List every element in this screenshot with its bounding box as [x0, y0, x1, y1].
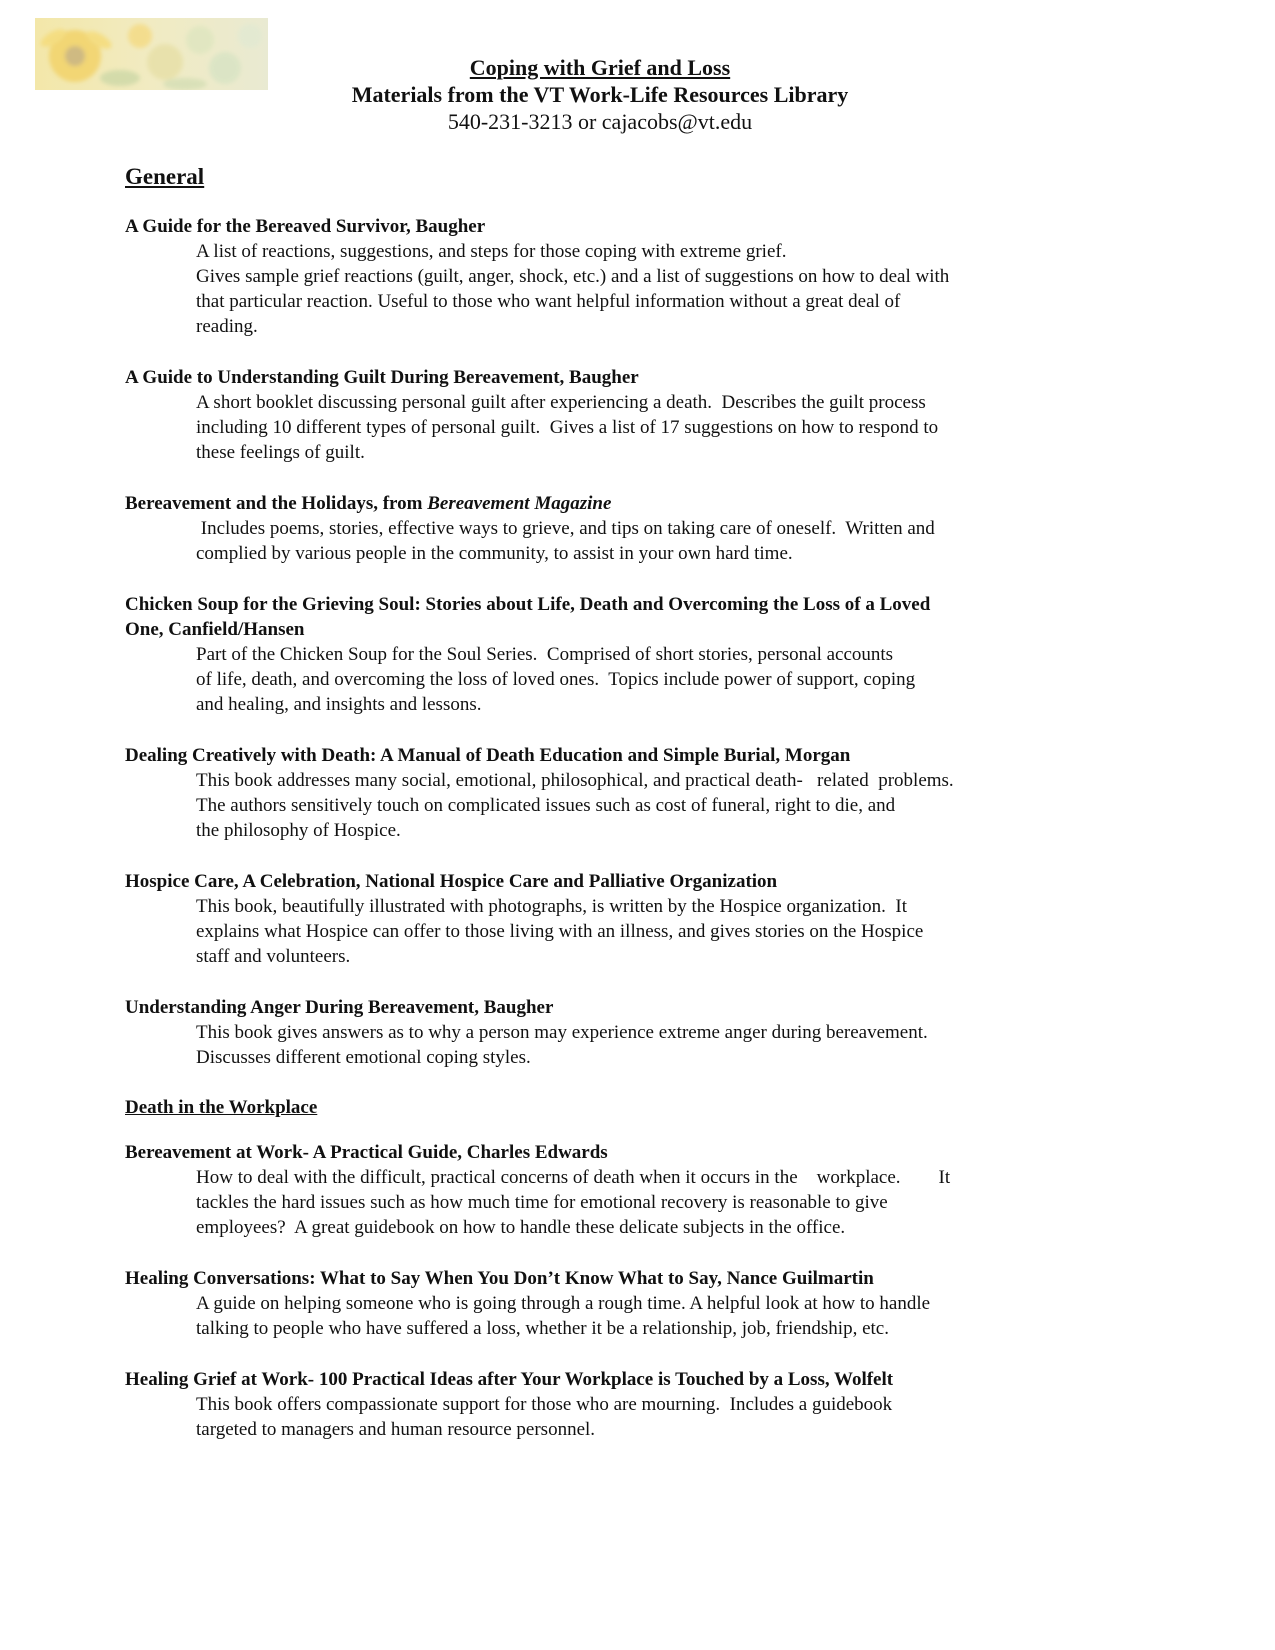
description-line: This book gives answers as to why a person may experience extreme anger during bereavement.: [196, 1022, 928, 1043]
resource-title-line: One, Canfield/Hansen: [125, 619, 305, 640]
document-body: [125, 162, 1205, 1468]
resource-title: Hospice Care, A Celebration, National Hospice Care and Palliative Organization: [125, 871, 778, 892]
description-line: that particular reaction. Useful to those who want helpful information without a great deal of: [196, 291, 901, 312]
description-line: Gives sample grief reactions (guilt, anger, shock, etc.) and a list of suggestions on how to deal with: [196, 266, 950, 287]
description-line: The authors sensitively touch on complicated issues such as cost of funeral, right to die, and: [196, 795, 896, 816]
resource-title: [125, 491, 1205, 516]
description-line: of life, death, and overcoming the loss of loved ones. Topics include power of support, coping: [196, 669, 916, 690]
document-title: Coping with Grief and Loss: [469, 55, 731, 80]
description-line: This book addresses many social, emotional, philosophical, and practical death- related problems.: [196, 770, 954, 791]
resource-entry: [125, 491, 1205, 566]
description-line: Discusses different emotional coping styles.: [196, 1047, 531, 1068]
resource-entry: [125, 1266, 1205, 1341]
resource-entry: [125, 1367, 1205, 1442]
description-line: Part of the Chicken Soup for the Soul Series. Comprised of short stories, personal accounts: [196, 644, 894, 665]
resource-title-line: Chicken Soup for the Grieving Soul: Stories about Life, Death and Overcoming the Loss of a Loved: [125, 594, 931, 615]
resource-description: [196, 642, 1076, 717]
resource-description: [196, 516, 1076, 566]
description-line: targeted to managers and human resource personnel.: [196, 1419, 596, 1440]
document-subtitle: Materials from the VT Work-Life Resources Library: [351, 82, 849, 107]
resource-entry: [125, 869, 1205, 969]
description-line: including 10 different types of personal guilt. Gives a list of 17 suggestions on how to respond to: [196, 417, 939, 438]
resource-description: [196, 1165, 1076, 1240]
description-line: A list of reactions, suggestions, and steps for those coping with extreme grief.: [196, 241, 787, 262]
description-line: talking to people who have suffered a loss, whether it be a relationship, job, friendship, etc.: [196, 1318, 889, 1339]
contact-info: 540-231-3213 or cajacobs@vt.edu: [447, 109, 753, 134]
resource-description: [196, 894, 1076, 969]
resource-entry: [125, 743, 1205, 843]
resource-description: [196, 239, 1076, 339]
description-line: staff and volunteers.: [196, 946, 351, 967]
description-line: Includes poems, stories, effective ways to grieve, and tips on taking care of oneself. Written and: [196, 518, 935, 539]
resource-description: [196, 1392, 1076, 1442]
resource-description: [196, 1020, 1076, 1070]
resource-entry: [125, 365, 1205, 465]
resource-title: Bereavement at Work- A Practical Guide, Charles Edwards: [125, 1142, 608, 1163]
magazine-name: Bereavement Magazine: [427, 493, 612, 514]
document-header: [0, 54, 1200, 135]
resource-title-text: Bereavement and the Holidays, from: [125, 493, 428, 514]
resource-entry: [125, 1140, 1205, 1240]
description-line: explains what Hospice can offer to those living with an illness, and gives stories on the Hospice: [196, 921, 924, 942]
resource-entry: [125, 995, 1205, 1070]
resource-title: Healing Conversations: What to Say When You Don’t Know What to Say, Nance Guilmartin: [125, 1268, 874, 1289]
description-line: This book, beautifully illustrated with photographs, is written by the Hospice organization. It: [196, 896, 907, 917]
resource-title: A Guide for the Bereaved Survivor, Baugher: [125, 216, 486, 237]
description-line: and healing, and insights and lessons.: [196, 694, 482, 715]
resource-description: [196, 390, 1076, 465]
resource-title: A Guide to Understanding Guilt During Bereavement, Baugher: [125, 367, 639, 388]
resource-entry: [125, 592, 1205, 717]
description-line: A short booklet discussing personal guilt after experiencing a death. Describes the guilt process: [196, 392, 926, 413]
description-line: How to deal with the difficult, practical concerns of death when it occurs in the workplace. It: [196, 1167, 951, 1188]
resource-description: [196, 768, 1076, 843]
description-line: This book offers compassionate support for those who are mourning. Includes a guidebook: [196, 1394, 893, 1415]
resource-title: Healing Grief at Work- 100 Practical Ideas after Your Workplace is Touched by a Loss, Wolfelt: [125, 1369, 894, 1390]
description-line: the philosophy of Hospice.: [196, 820, 401, 841]
section-heading-workplace: Death in the Workplace: [125, 1097, 318, 1118]
description-line: employees? A great guidebook on how to handle these delicate subjects in the office.: [196, 1217, 846, 1238]
resource-description: [196, 1291, 1076, 1341]
resource-title: Understanding Anger During Bereavement, Baugher: [125, 997, 554, 1018]
resource-entry: [125, 214, 1205, 339]
description-line: reading.: [196, 316, 258, 337]
description-line: complied by various people in the community, to assist in your own hard time.: [196, 543, 793, 564]
resource-title: Dealing Creatively with Death: A Manual of Death Education and Simple Burial, Morgan: [125, 745, 851, 766]
description-line: A guide on helping someone who is going through a rough time. A helpful look at how to handle: [196, 1293, 931, 1314]
description-line: tackles the hard issues such as how much time for emotional recovery is reasonable to give: [196, 1192, 888, 1213]
description-line: these feelings of guilt.: [196, 442, 365, 463]
section-heading-general: General: [125, 164, 205, 189]
resource-title: [125, 592, 1205, 642]
